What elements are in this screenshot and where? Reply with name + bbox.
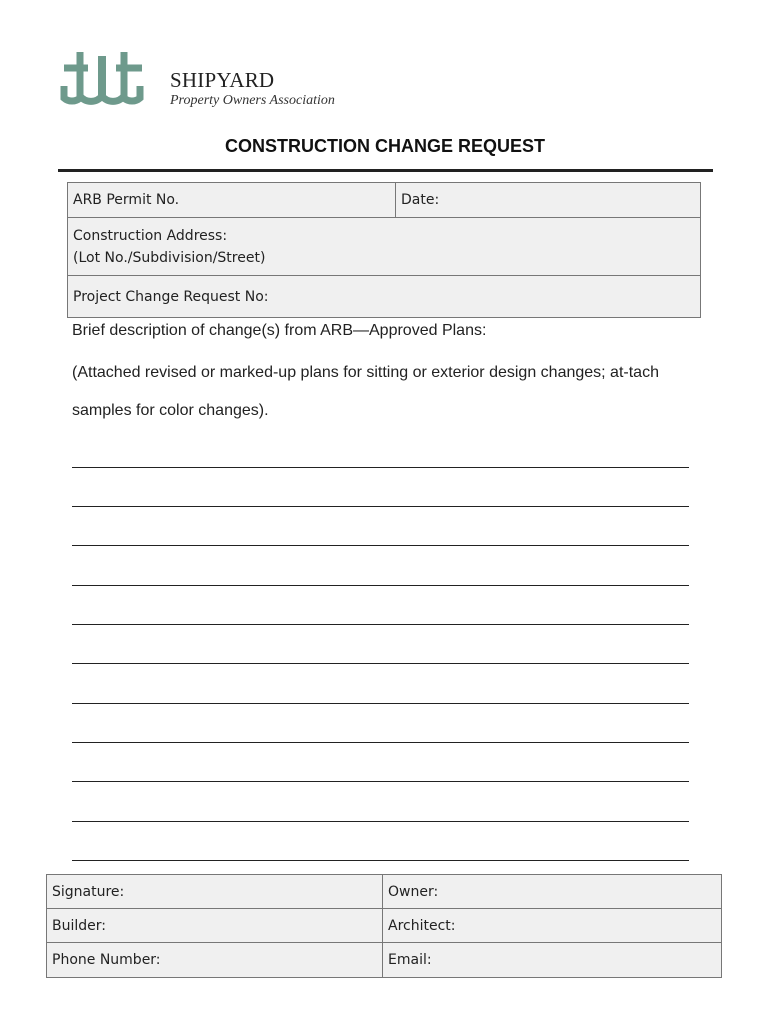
- description-line[interactable]: [72, 742, 689, 743]
- description-line[interactable]: [72, 703, 689, 704]
- project-change-request-label: Project Change Request No:: [73, 288, 269, 305]
- signature-table: [46, 874, 722, 978]
- description-line[interactable]: [72, 663, 689, 664]
- description-line[interactable]: [72, 821, 689, 822]
- signature-field[interactable]: [47, 875, 383, 909]
- description-line[interactable]: [72, 506, 689, 507]
- phone-number-label: Phone Number:: [52, 952, 161, 968]
- architect-field[interactable]: [383, 909, 722, 943]
- builder-field[interactable]: [47, 909, 383, 943]
- form-title: CONSTRUCTION CHANGE REQUEST: [224, 136, 545, 156]
- org-name: SHIPYARD: [170, 68, 275, 92]
- date-field[interactable]: [396, 183, 701, 218]
- description-note: (Attached revised or marked-up plans for sitting or exterior design changes; at-tach samples for color changes).: [72, 364, 659, 419]
- title-divider: [58, 169, 713, 172]
- org-subtitle: Property Owners Association: [170, 93, 335, 108]
- shipyard-logo-icon: [58, 50, 146, 122]
- owner-label: Owner:: [388, 883, 439, 900]
- construction-address-hint: (Lot No./Subdivision/Street): [73, 249, 266, 266]
- description-line[interactable]: [72, 624, 689, 625]
- arb-permit-field[interactable]: [68, 183, 396, 218]
- architect-label: Architect:: [388, 917, 456, 934]
- signature-label: Signature:: [52, 883, 125, 900]
- email-label: Email:: [388, 952, 432, 968]
- phone-number-field[interactable]: [47, 943, 383, 978]
- email-field[interactable]: [383, 943, 722, 978]
- owner-field[interactable]: [383, 875, 722, 909]
- request-info-table: [67, 182, 701, 318]
- date-label: Date:: [401, 192, 440, 208]
- description-line[interactable]: [72, 467, 689, 468]
- description-line[interactable]: [72, 860, 689, 861]
- project-change-request-field[interactable]: [68, 276, 701, 318]
- description-line[interactable]: [72, 585, 689, 586]
- description-label: Brief description of change(s) from ARB—Approved Plans:: [72, 322, 487, 339]
- arb-permit-label: ARB Permit No.: [73, 192, 180, 208]
- construction-address-field[interactable]: [68, 218, 701, 276]
- construction-address-label: Construction Address:: [73, 227, 228, 244]
- builder-label: Builder:: [52, 917, 106, 934]
- description-line[interactable]: [72, 545, 689, 546]
- description-line[interactable]: [72, 781, 689, 782]
